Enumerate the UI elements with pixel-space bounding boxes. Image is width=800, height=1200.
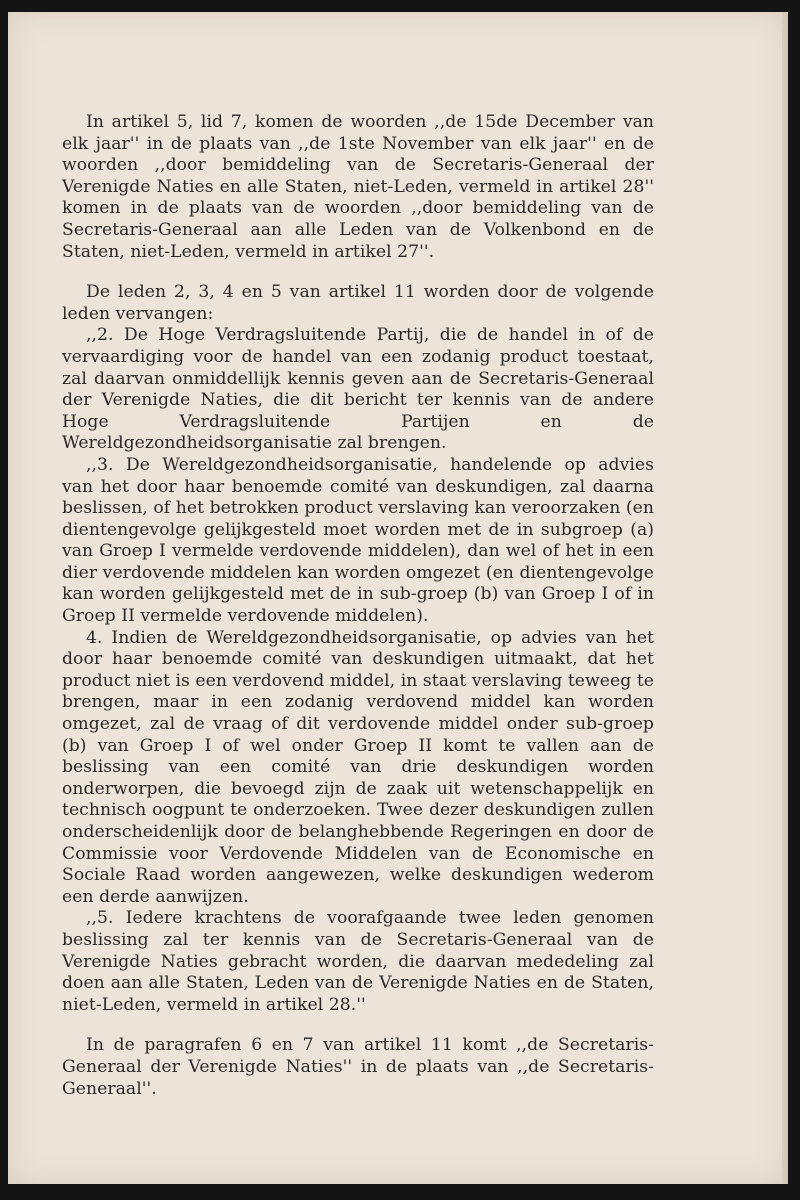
body-text [62,112,654,1100]
paragraph-lid-2: ,,2. De Hoge Verdragsluitende Partij, die de handel in of de vervaardiging voor de handel van een zodanig product toestaat, zal daarvan onmiddellijk kennis geven aan de Secretaris-Generaal der Verenigde Naties, die dit bericht ter kennis van de andere Hoge Verdragsluitende Partijen en de Wereldgezondheidsorganisatie zal brengen. [62,325,654,454]
paragraph-lid-4: 4. Indien de Wereldgezondheidsorganisatie, op advies van het door haar benoemde comité van deskundigen uitmaakt, dat het product niet is een verdovend middel, in staat verslaving teweeg te brengen, maar in een zodanig verdovend middel kan worden omgezet, zal de vraag of dit verdovende middel onder sub-groep (b) van Groep I of wel onder Groep II komt te vallen aan de beslissing van een comité van drie deskundigen worden onderworpen, die bevoegd zijn de zaak uit wetenschappelijk en technisch oogpunt te onderzoeken. Twee dezer deskundigen zullen onderscheidenlijk door de belanghebbende Regeringen en door de Commissie voor Verdovende Middelen van de Economische en Sociale Raad worden aangewezen, welke deskundigen wederom een derde aanwijzen. [62,627,654,907]
paragraph-artikel-11: In de paragrafen 6 en 7 van artikel 11 komt ,,de Secretaris-Generaal der Verenigde Naties'' in de plaats van ,,de Secretaris-Generaal''. [62,1035,654,1099]
paragraph-lid-5: ,,5. Iedere krachtens de voorafgaande twee leden genomen beslissing zal ter kennis van de Secretaris-Generaal van de Verenigde Naties gebracht worden, die daarvan mededeling zal doen aan alle Staten, Leden van de Verenigde Naties en de Staten, niet-Leden, vermeld in artikel 28.'' [62,908,654,1015]
document-page [8,12,788,1184]
page-edge [782,12,788,1184]
paragraph-artikel-5: In artikel 5, lid 7, komen de woorden ,,de 15de December van elk jaar'' in de plaats van ,,de 1ste November van elk jaar'' en de woorden ,,door bemiddeling van de Secretaris-Generaal der Verenigde Naties en alle Staten, niet-Leden, vermeld in artikel 28'' komen in de plaats van de woorden ,,door bemiddeling van de Secretaris-Generaal aan alle Leden van de Volkenbond en de Staten, niet-Leden, vermeld in artikel 27''. [62,112,654,262]
paragraph-leden-vervangen: De leden 2, 3, 4 en 5 van artikel 11 worden door de volgende leden vervangen: [62,282,654,324]
paragraph-lid-3: ,,3. De Wereldgezondheidsorganisatie, handelende op advies van het door haar benoemde comité van deskundigen, zal daarna beslissen, of het betrokken product verslaving kan veroorzaken (en dientengevolge gelijkgesteld moet worden met de in subgroep (a) van Groep I vermelde verdovende middelen), dan wel of het in een dier verdovende middelen kan worden omgezet (en dientengevolge kan worden gelijkgesteld met de in sub-groep (b) van Groep I of in Groep II vermelde verdovende middelen). [62,454,654,627]
